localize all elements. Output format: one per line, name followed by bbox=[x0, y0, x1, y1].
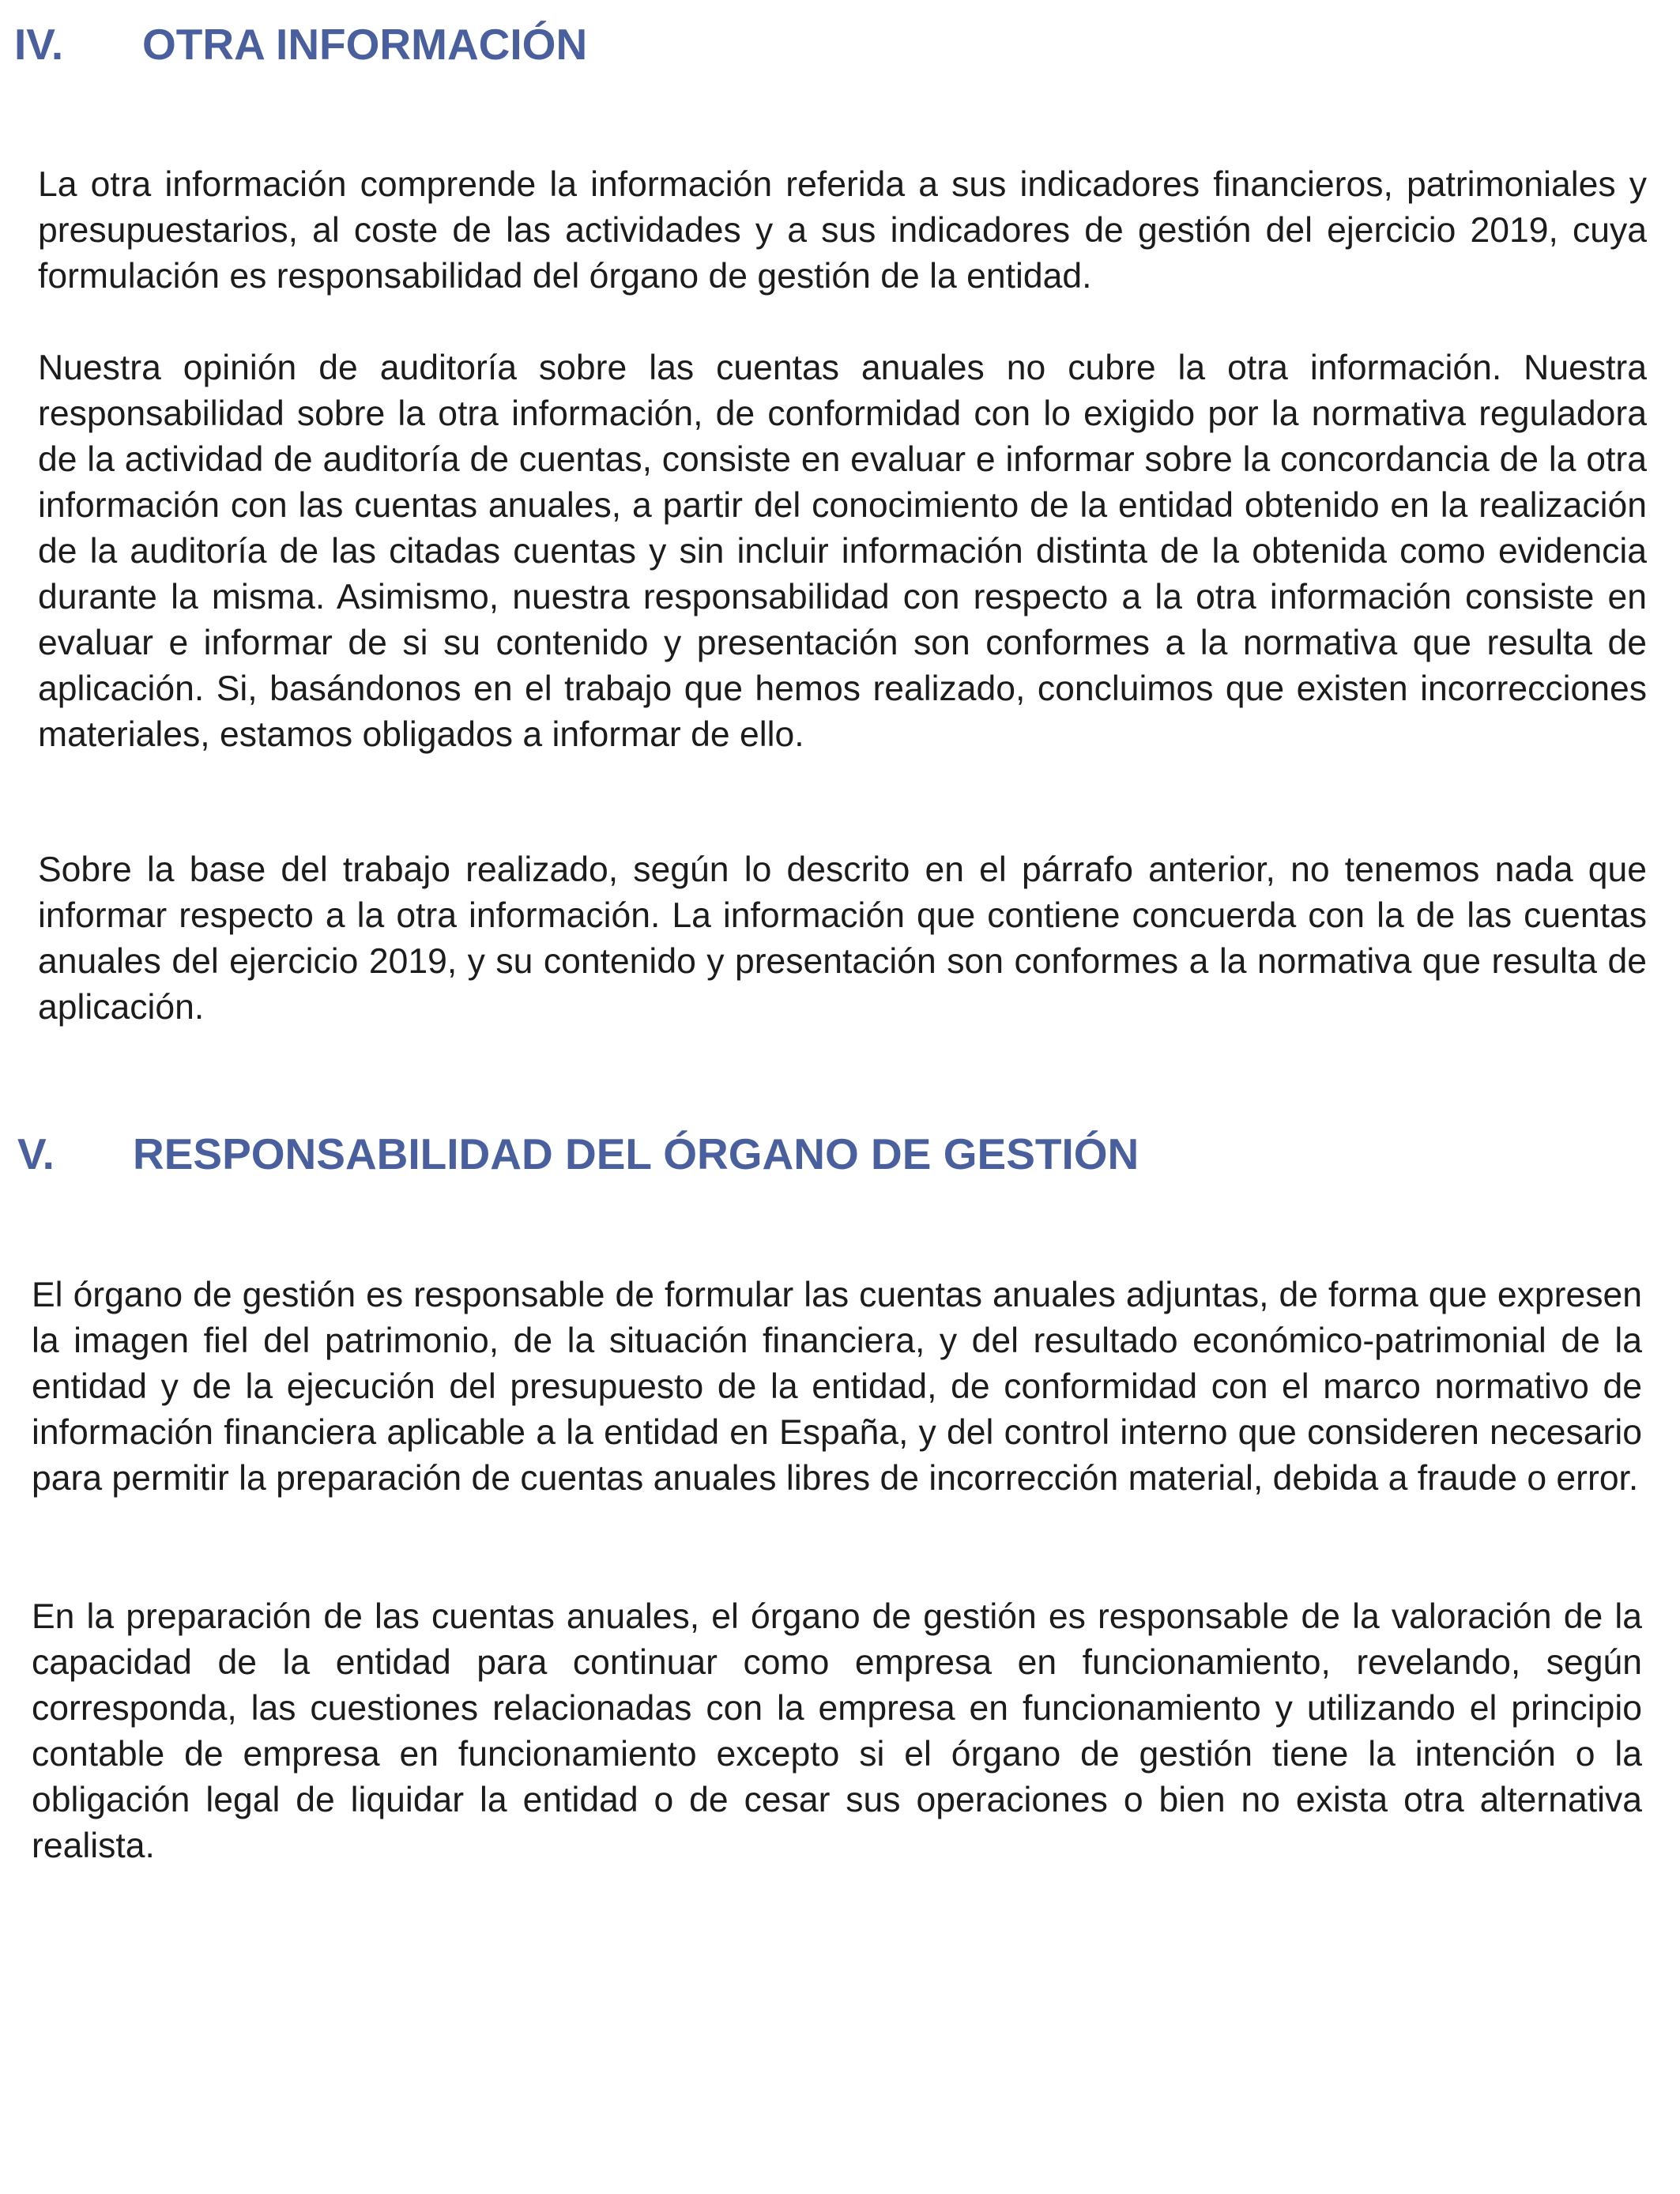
section-title: RESPONSABILIDAD DEL ÓRGANO DE GESTIÓN bbox=[133, 1129, 1139, 1178]
section-number: V. bbox=[17, 1129, 55, 1178]
paragraph: Sobre la base del trabajo realizado, según lo descrito en el párrafo anterior, no tenemos nada que informar respecto a la otra información. La información que contiene concuerda con la de las cuentas anuales del ejercicio 2019, y su contenido y presentación son conformes a la normativa que resulta de aplicación. bbox=[38, 850, 1647, 1027]
section-title: OTRA INFORMACIÓN bbox=[142, 20, 588, 69]
paragraph: En la preparación de las cuentas anuales, el órgano de gestión es responsable de la valoración de la capacidad de la entidad para continuar como empresa en funcionamiento, revelando, según corresponda, las cuestiones relacionadas con la empresa en funcionamiento y utilizando el principio contable de empresa en funcionamiento excepto si el órgano de gestión tiene la intención o la obligación legal de liquidar la entidad o de cesar sus operaciones o bien no exista otra alternativa realista. bbox=[32, 1597, 1642, 1865]
section-number: IV. bbox=[14, 20, 64, 69]
paragraph: El órgano de gestión es responsable de formular las cuentas anuales adjuntas, de forma que expresen la imagen fiel del patrimonio, de la situación financiera, y del resultado económico-patrimonial de la entidad y de la ejecución del presupuesto de la entidad, de conformidad con el marco normativo de información financiera aplicable a la entidad en España, y del control interno que consideren necesario para permitir la preparación de cuentas anuales libres de incorrección material, debida a fraude o error. bbox=[32, 1276, 1642, 1498]
paragraph: La otra información comprende la información referida a sus indicadores financieros, patrimoniales y presupuestarios, al coste de las actividades y a sus indicadores de gestión del ejercicio 2019, cuya formulación es responsabilidad del órgano de gestión de la entidad. bbox=[38, 165, 1647, 296]
paragraph: Nuestra opinión de auditoría sobre las cuentas anuales no cubre la otra información. Nuestra responsabilidad sobre la otra información, de conformidad con lo exigido por la normativa reguladora de la actividad de auditoría de cuentas, consiste en evaluar e informar sobre la concordancia de la otra información con las cuentas anuales, a partir del conocimiento de la entidad obtenido en la realización de la auditoría de las citadas cuentas y sin incluir información distinta de la obtenida como evidencia durante la misma. Asimismo, nuestra responsabilidad con respecto a la otra información consiste en evaluar e informar de si su contenido y presentación son conformes a la normativa que resulta de aplicación. Si, basándonos en el trabajo que hemos realizado, concluimos que existen incorrecciones materiales, estamos obligados a informar de ello. bbox=[38, 349, 1647, 754]
